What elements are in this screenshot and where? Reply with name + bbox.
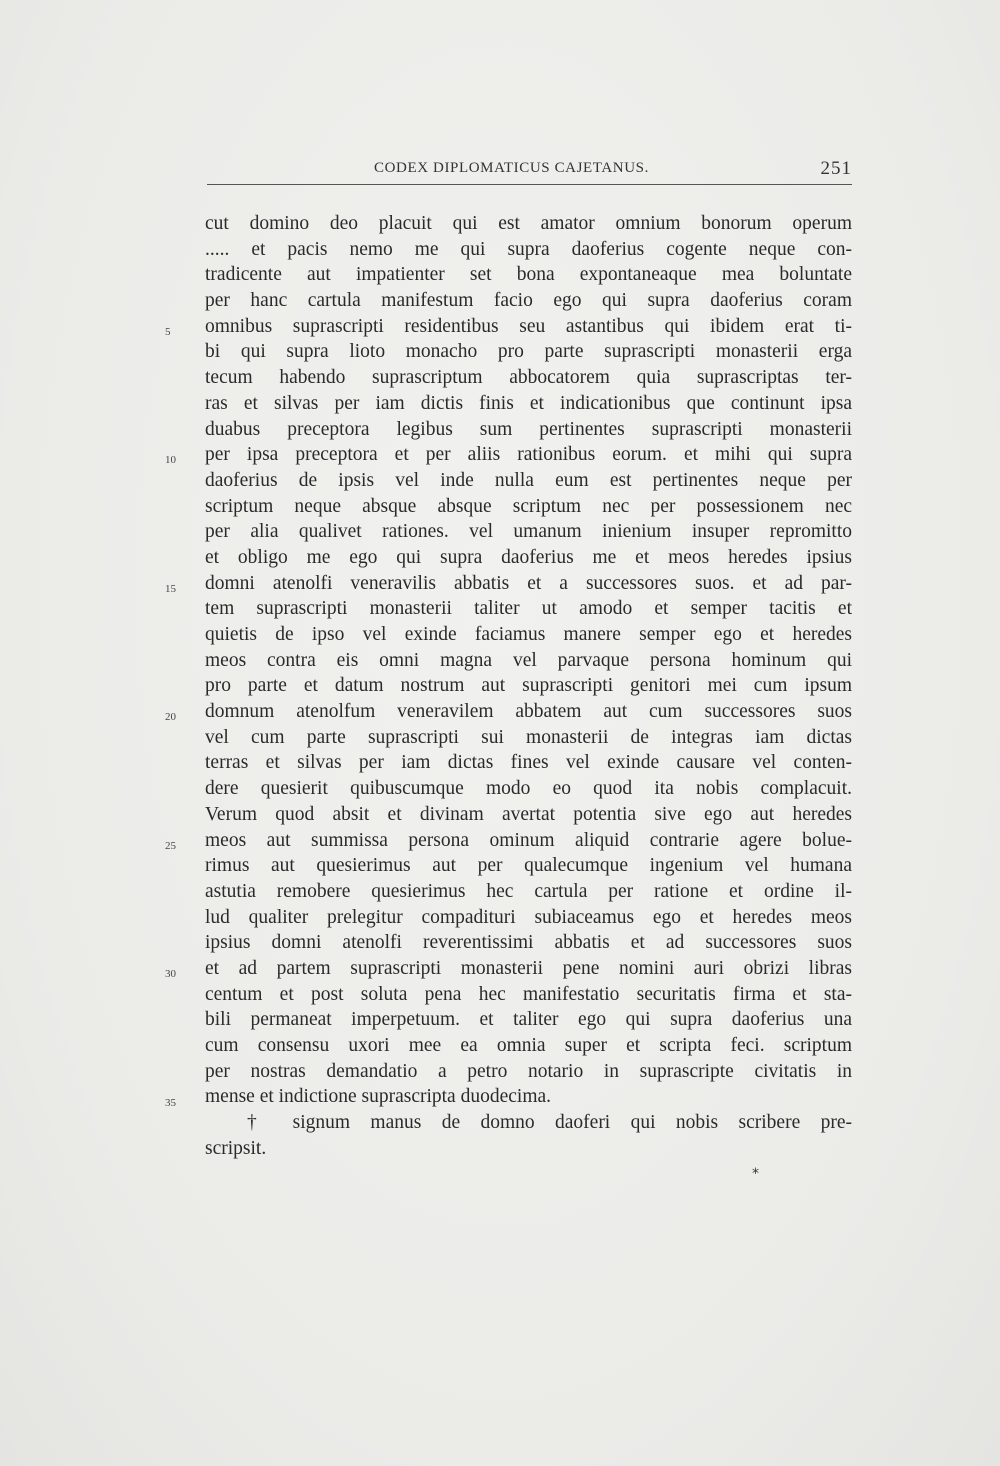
line-number: 10 bbox=[165, 454, 176, 466]
text-line: et obligo me ego qui supra daoferius me et meos heredes ipsius bbox=[205, 546, 852, 568]
text-line: vel cum parte suprascripti sui monasterii de integras iam dictas bbox=[205, 726, 852, 748]
text-line: et ad partem suprascripti monasterii pene nomini auri obrizi libras bbox=[205, 957, 852, 979]
text-line: ipsius domni atenolfi reverentissimi abbatis et ad successores suos bbox=[205, 932, 852, 954]
text-line: lud qualiter prelegitur compadituri subiaceamus ego et heredes meos bbox=[205, 906, 852, 928]
text-line: omnibus suprascripti residentibus seu astantibus qui ibidem erat ti- bbox=[205, 315, 852, 337]
text-line: bi qui supra lioto monacho pro parte suprascripti monasterii erga bbox=[205, 341, 852, 363]
text-line: domnum atenolfum veneravilem abbatem aut cum successores suos bbox=[205, 701, 852, 723]
text-line: mense et indictione suprascripta duodecima. bbox=[205, 1086, 552, 1108]
text-line: meos aut summissa persona ominum aliquid contrarie agere bolue- bbox=[205, 829, 852, 851]
text-line: astutia remobere quesierimus hec cartula per ratione et ordine il- bbox=[205, 880, 852, 902]
header-rule bbox=[207, 184, 852, 185]
text-line: per ipsa preceptora et per aliis rationibus eorum. et mihi qui supra bbox=[205, 444, 852, 466]
text-line: cum consensu uxori mee ea omnia super et scripta feci. scriptum bbox=[205, 1035, 852, 1056]
line-number: 30 bbox=[165, 968, 176, 980]
text-line: quietis de ipso vel exinde faciamus manere semper ego et heredes bbox=[205, 624, 852, 645]
text-line: Verum quod absit et divinam avertat potentia sive ego aut heredes bbox=[205, 803, 852, 825]
text-line: scriptum neque absque absque scriptum nec per possessionem nec bbox=[205, 495, 852, 517]
text-line: per nostras demandatio a petro notario in suprascripte civitatis in bbox=[205, 1060, 852, 1082]
text-line: duabus preceptora legibus sum pertinentes suprascripti monasterii bbox=[205, 418, 852, 440]
text-line: ras et silvas per iam dictis finis et indicationibus que continunt ipsa bbox=[205, 392, 852, 414]
line-number: 35 bbox=[165, 1097, 176, 1109]
text-line: ..... et pacis nemo me qui supra daoferius cogente neque con- bbox=[205, 238, 852, 260]
text-line: tecum habendo suprascriptum abbocatorem quia suprascriptas ter- bbox=[205, 367, 852, 389]
text-line: bili permaneat imperpetuum. et taliter ego qui supra daoferius una bbox=[205, 1009, 852, 1031]
charter-text bbox=[205, 211, 852, 1161]
text-line: rimus aut quesierimus aut per qualecumque ingenium vel humana bbox=[205, 855, 852, 877]
signum-line: † signum manus de domno daoferi qui nobis scribere pre- bbox=[247, 1112, 852, 1134]
text-line: tem suprascripti monasterii taliter ut amodo et semper tacitis et bbox=[205, 598, 852, 620]
text-line: terras et silvas per iam dictas fines vel exinde causare vel conten- bbox=[205, 752, 852, 774]
text-line: per hanc cartula manifestum facio ego qui supra daoferius coram bbox=[205, 290, 852, 312]
text-line: per alia qualivet rationes. vel umanum inienium insuper repromitto bbox=[205, 521, 852, 543]
line-number: 20 bbox=[165, 711, 176, 723]
text-line: meos contra eis omni magna vel parvaque persona hominum qui bbox=[205, 649, 852, 671]
text-line: dere quesierit quibuscumque modo eo quod ita nobis complacuit. bbox=[205, 778, 852, 800]
asterisk-mark: * bbox=[752, 1166, 759, 1182]
text-line: daoferius de ipsis vel inde nulla eum est pertinentes neque per bbox=[205, 469, 852, 491]
text-line: scripsit. bbox=[205, 1137, 267, 1159]
page-number: 251 bbox=[820, 158, 852, 179]
text-line: tradicente aut impatienter set bona expontaneaque mea boluntate bbox=[205, 264, 852, 286]
text-line: pro parte et datum nostrum aut suprascripti genitori mei cum ipsum bbox=[205, 675, 852, 697]
line-number: 5 bbox=[165, 326, 171, 338]
running-head bbox=[207, 158, 852, 184]
text-line: cut domino deo placuit qui est amator omnium bonorum operum bbox=[205, 213, 852, 234]
line-number: 15 bbox=[165, 583, 176, 595]
text-line: domni atenolfi veneravilis abbatis et a successores suos. et ad par- bbox=[205, 572, 852, 594]
line-number: 25 bbox=[165, 840, 176, 852]
text-line: centum et post soluta pena hec manifestatio securitatis firma et sta- bbox=[205, 983, 852, 1005]
running-title: CODEX DIPLOMATICUS CAJETANUS. bbox=[374, 160, 649, 176]
